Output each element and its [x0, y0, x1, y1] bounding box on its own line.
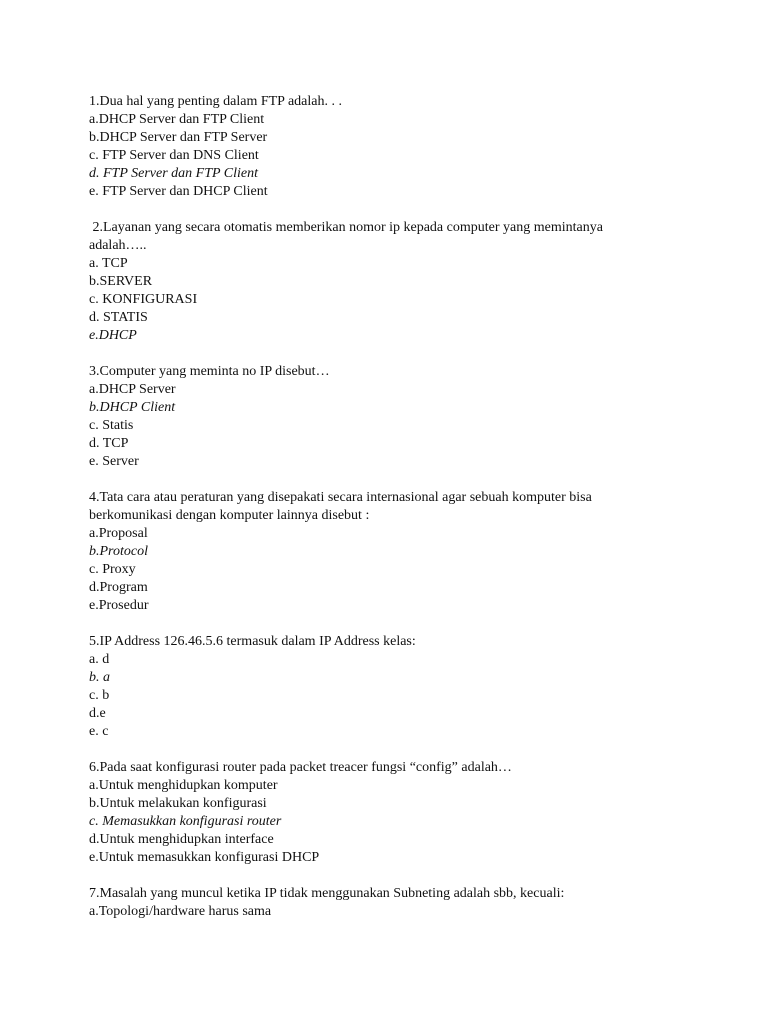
answer-option: c. Memasukkan konfigurasi router — [89, 814, 282, 829]
question-text: 1.Dua hal yang penting dalam FTP adalah. . . — [89, 94, 342, 109]
answer-option: c. b — [89, 688, 110, 703]
answer-option: e. FTP Server dan DHCP Client — [89, 184, 268, 199]
answer-option: d. STATIS — [89, 310, 148, 325]
answer-option: a.Topologi/hardware harus sama — [89, 904, 272, 919]
answer-option: a.Proposal — [89, 526, 148, 541]
question-block — [89, 363, 689, 471]
answer-option: e. Server — [89, 454, 139, 469]
question-text: 3.Computer yang meminta no IP disebut… — [89, 364, 330, 379]
quiz-content — [89, 93, 689, 939]
question-block — [89, 219, 689, 345]
answer-option: c. KONFIGURASI — [89, 292, 198, 307]
question-block — [89, 489, 689, 615]
answer-option: adalah….. — [89, 238, 147, 253]
answer-option: b.Protocol — [89, 544, 148, 559]
question-block — [89, 885, 689, 921]
question-text: 7.Masalah yang muncul ketika IP tidak menggunakan Subneting adalah sbb, kecuali: — [89, 886, 565, 901]
answer-option: d. FTP Server dan FTP Client — [89, 166, 259, 181]
answer-option: d.Untuk menghidupkan interface — [89, 832, 274, 847]
question-block — [89, 633, 689, 741]
answer-option: d.Program — [89, 580, 148, 595]
answer-option: b.Untuk melakukan konfigurasi — [89, 796, 267, 811]
question-text: 2.Layanan yang secara otomatis memberikan nomor ip kepada computer yang memintanya — [89, 220, 603, 235]
answer-option: c. Proxy — [89, 562, 136, 577]
answer-option: a.Untuk menghidupkan komputer — [89, 778, 278, 793]
answer-option: e.DHCP — [89, 328, 137, 343]
answer-option: c. Statis — [89, 418, 134, 433]
question-text: 6.Pada saat konfigurasi router pada packet treacer fungsi “config” adalah… — [89, 760, 512, 775]
question-text: 4.Tata cara atau peraturan yang disepakati secara internasional agar sebuah komputer bisa — [89, 490, 592, 505]
question-block — [89, 759, 689, 867]
answer-option: e. c — [89, 724, 109, 739]
answer-option: e.Prosedur — [89, 598, 149, 613]
answer-option: e.Untuk memasukkan konfigurasi DHCP — [89, 850, 320, 865]
question-text: 5.IP Address 126.46.5.6 termasuk dalam IP Address kelas: — [89, 634, 416, 649]
answer-option: b.DHCP Server dan FTP Server — [89, 130, 268, 145]
answer-option: b.SERVER — [89, 274, 153, 289]
answer-option: a.DHCP Server dan FTP Client — [89, 112, 265, 127]
answer-option: c. FTP Server dan DNS Client — [89, 148, 259, 163]
answer-option: b. a — [89, 670, 110, 685]
answer-option: d.e — [89, 706, 106, 721]
question-block — [89, 93, 689, 201]
answer-option: a. d — [89, 652, 110, 667]
answer-option: berkomunikasi dengan komputer lainnya disebut : — [89, 508, 370, 523]
answer-option: d. TCP — [89, 436, 129, 451]
answer-option: b.DHCP Client — [89, 400, 176, 415]
answer-option: a.DHCP Server — [89, 382, 176, 397]
answer-option: a. TCP — [89, 256, 128, 271]
